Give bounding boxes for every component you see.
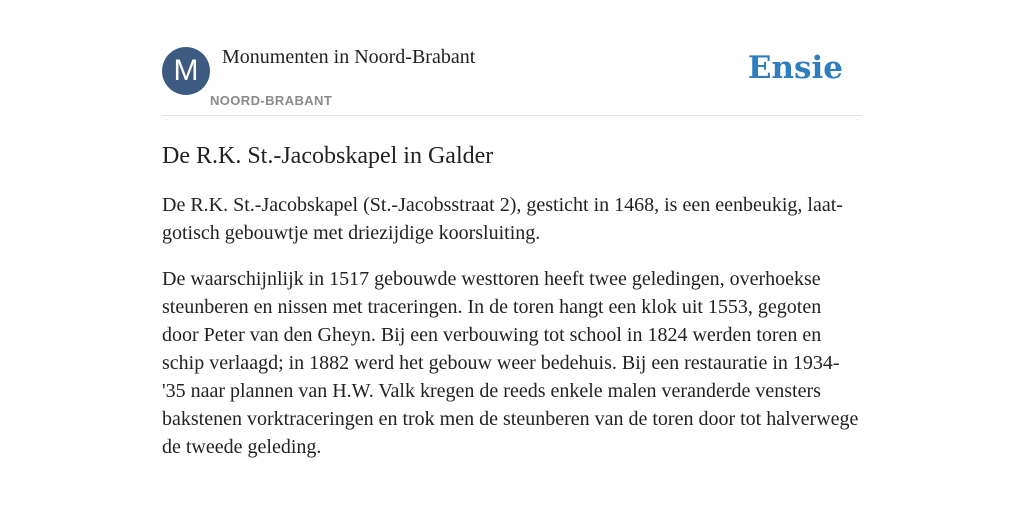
- page-header: [162, 44, 862, 116]
- article-paragraph: De waarschijnlijk in 1517 gebouwde westtoren heeft twee geledingen, overhoekse steunberen en nissen met traceringen. In de toren hangt een klok uit 1553, gegoten door Peter van den Gheyn. Bij een verbouwing tot school in 1824 werden toren en schip verlaagd; in 1882 werd het gebouw weer bedehuis. Bij een restauratie in 1934-'35 naar plannen van H.W. Valk kregen de reeds enkele malen veranderde vensters bakstenen vorktraceringen en trok men de steunberen van de toren door tot halverwege de tweede geleding.: [162, 268, 859, 458]
- article-paragraph: De R.K. St.-Jacobskapel (St.-Jacobsstraat 2), gesticht in 1468, is een eenbeukig, laat-gotisch gebouwtje met driezijdige koorsluiting.: [162, 194, 843, 244]
- category-label[interactable]: NOORD-BRABANT: [210, 93, 333, 108]
- avatar[interactable]: M: [162, 47, 210, 95]
- site-title[interactable]: Monumenten in Noord-Brabant: [222, 46, 476, 68]
- article-title: De R.K. St.-Jacobskapel in Galder: [162, 143, 494, 169]
- article-card: [162, 44, 862, 461]
- ensie-logo[interactable]: Ensie: [747, 50, 843, 86]
